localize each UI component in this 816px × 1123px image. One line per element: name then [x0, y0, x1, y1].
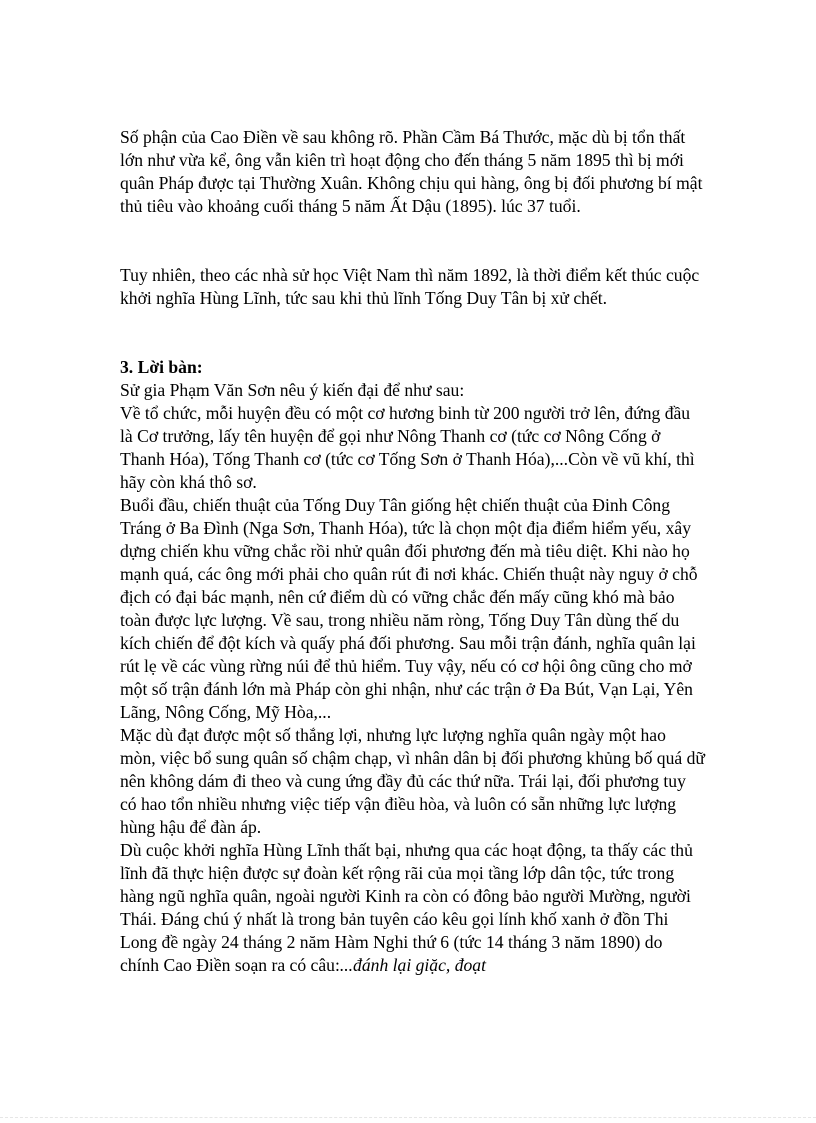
paragraph-tactics: Buổi đầu, chiến thuật của Tống Duy Tân giống hệt chiến thuật của Đinh Công Tráng ở Ba Đình (Nga Sơn, Thanh Hóa), tức là chọn một địa điểm hiểm yếu, xây dựng chiến khu vững chắc rồi nhử quân đối phương đến mà tiêu diệt. Khi nào họ mạnh quá, các ông mới phải cho quân rút đi nơi khác. Chiến thuật này nguy ở chỗ địch có đại bác mạnh, nên cứ điểm dù có vững chắc đến mấy cũng khó mà bảo toàn được lực lượng. Về sau, trong nhiều năm ròng, Tống Duy Tân dùng thế du kích chiến để đột kích và quấy phá đối phương. Sau mỗi trận đánh, nghĩa quân lại rút lẹ về các vùng rừng núi để thủ hiểm. Tuy vậy, nếu có cơ hội ông cũng cho mở một số trận đánh lớn mà Pháp còn ghi nhận, như các trận ở Đa Bút, Vạn Lại, Yên Lãng, Nông Cống, Mỹ Hòa,...: [120, 495, 698, 722]
intro-line: Sử gia Phạm Văn Sơn nêu ý kiến đại để như sau:: [120, 380, 465, 400]
paragraph-1: Số phận của Cao Điền về sau không rõ. Phần Cầm Bá Thước, mặc dù bị tổn thất lớn như vừa kể, ông vẫn kiên trì hoạt động cho đến tháng 5 năm 1895 thì bị mới quân Pháp được tại Thường Xuân. Không chịu qui hàng, ông bị đối phương bí mật thủ tiêu vào khoảng cuối tháng 5 năm Ất Dậu (1895). lúc 37 tuổi.: [120, 127, 703, 216]
paragraph-2: Tuy nhiên, theo các nhà sử học Việt Nam thì năm 1892, là thời điểm kết thúc cuộc khởi nghĩa Hùng Lĩnh, tức sau khi thủ lĩnh Tống Duy Tân bị xử chết.: [120, 265, 700, 308]
commentary-section: [120, 356, 705, 977]
paragraph-fate-of-leaders: [120, 126, 705, 218]
page-bottom-divider: [0, 1117, 816, 1118]
paragraph-decline: Mặc dù đạt được một số thắng lợi, nhưng lực lượng nghĩa quân ngày một hao mòn, việc bổ sung quân số chậm chạp, vì nhân dân bị đối phương khủng bố quá dữ nên không dám đi theo và cung ứng đầy đủ các thứ nữa. Trái lại, đối phương tuy có hao tổn nhiều nhưng việc tiếp vận điều hòa, và luôn có sẵn những lực lượng hùng hậu để đàn áp.: [120, 725, 705, 837]
section-heading: 3. Lời bàn:: [120, 357, 203, 377]
paragraph-unity: [120, 839, 705, 977]
paragraph-organization: Về tổ chức, mỗi huyện đều có một cơ hương binh từ 200 người trở lên, đứng đầu là Cơ trưởng, lấy tên huyện để gọi như Nông Thanh cơ (tức cơ Nông Cống ở Thanh Hóa), Tống Thanh cơ (tức cơ Tống Sơn ở Thanh Hóa),...Còn về vũ khí, thì hãy còn khá thô sơ.: [120, 403, 695, 492]
paragraph-end-of-uprising: [120, 264, 705, 310]
quote-italic: ...đánh lại giặc, đoạt: [339, 955, 486, 975]
paragraph-unity-text: Dù cuộc khởi nghĩa Hùng Lĩnh thất bại, nhưng qua các hoạt động, ta thấy các thủ lĩnh đã thực hiện được sự đoàn kết rộng rãi của mọi tầng lớp dân tộc, tức trong hàng ngũ nghĩa quân, ngoài người Kinh ra còn có đông bảo người Mường, người Thái. Đáng chú ý nhất là trong bản tuyên cáo kêu gọi lính khố xanh ở đồn Thi Long đề ngày 24 tháng 2 năm Hàm Nghi thứ 6 (tức 14 tháng 3 năm 1890) do chính Cao Điền soạn ra có câu:: [120, 840, 693, 975]
